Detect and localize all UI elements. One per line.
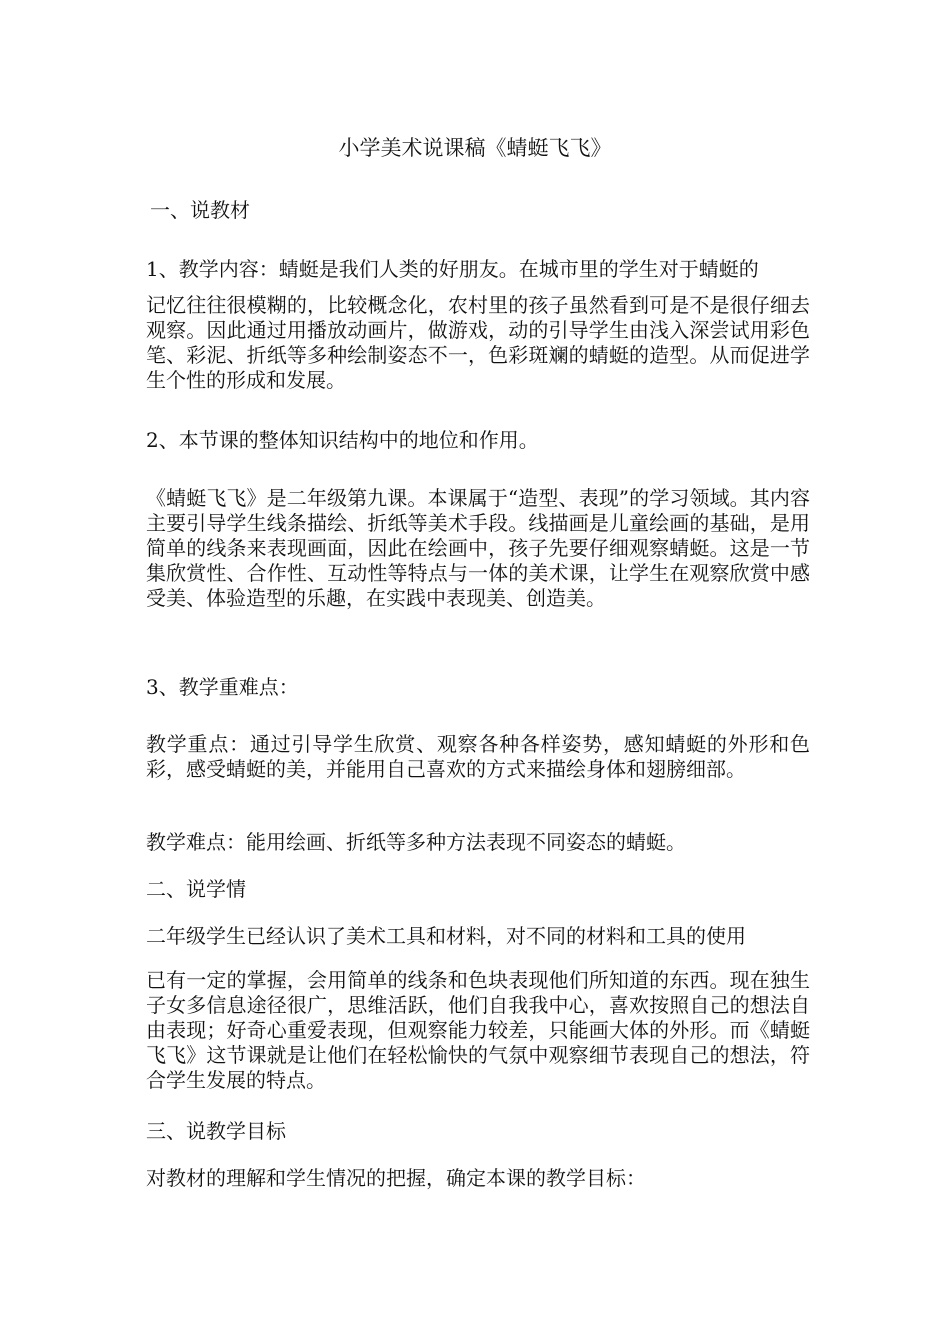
document-title: 小学美术说课稿《蜻蜓飞飞》 [338,136,612,160]
paragraph-student-situation: 已有一定的掌握，会用简单的线条和色块表现他们所知道的东西。现在独生子女多信息途径很广，思维活跃，他们自我我中心，喜欢按照自己的想法自由表现；好奇心重爱表现，但观察能力较差，只能画大体的外形。而《蜻蜓飞飞》这节课就是让他们在轻松愉快的气氛中观察细节表现自己的想法，符合学生发展的特点。 [146,968,810,1092]
paragraph-teaching-content-first-line: 1、教学内容：蜻蜓是我们人类的好朋友。在城市里的学生对于蜻蜓的 [146,257,759,281]
paragraph-course-position: 《蜻蜓飞飞》是二年级第九课。本课属于“造型、表现”的学习领域。其内容主要引导学生线条描绘、折纸等美术手段。线描画是儿童绘画的基础，是用简单的线条来表现画面，因此在绘画中，孩子先要仔细观察蜻蜓。这是一节集欣赏性、合作性、互动性等特点与一体的美术课，让学生在观察欣赏中感受美、体验造型的乐趣，在实践中表现美、创造美。 [146,486,810,610]
paragraph-teaching-content: 记忆往往很模糊的，比较概念化，农村里的孩子虽然看到可是不是很仔细去观察。因此通过用播放动画片，做游戏，动的引导学生由浅入深尝试用彩色笔、彩泥、折纸等多种绘制姿态不一，色彩斑斓的蜻蜓的造型。从而促进学生个性的形成和发展。 [146,293,810,392]
paragraph-key-point: 教学重点：通过引导学生欣赏、观察各种各样姿势，感知蜻蜓的外形和色彩，感受蜻蜓的美，并能用自己喜欢的方式来描绘身体和翅膀细部。 [146,732,810,781]
subheading-knowledge-structure: 2、本节课的整体知识结构中的地位和作用。 [146,428,539,452]
section-heading-teaching-objectives: 三、说教学目标 [146,1119,286,1143]
section-heading-student-situation: 二、说学情 [146,877,246,901]
paragraph-student-situation-first-line: 二年级学生已经认识了美术工具和材料，对不同的材料和工具的使用 [146,924,746,948]
paragraph-teaching-objectives-intro: 对教材的理解和学生情况的把握，确定本课的教学目标： [146,1166,646,1190]
section-heading-teaching-material: 一、说教材 [150,198,250,222]
subheading-key-difficult-points: 3、教学重难点： [146,675,299,699]
paragraph-difficult-point: 教学难点：能用绘画、折纸等多种方法表现不同姿态的蜻蜓。 [146,830,686,854]
